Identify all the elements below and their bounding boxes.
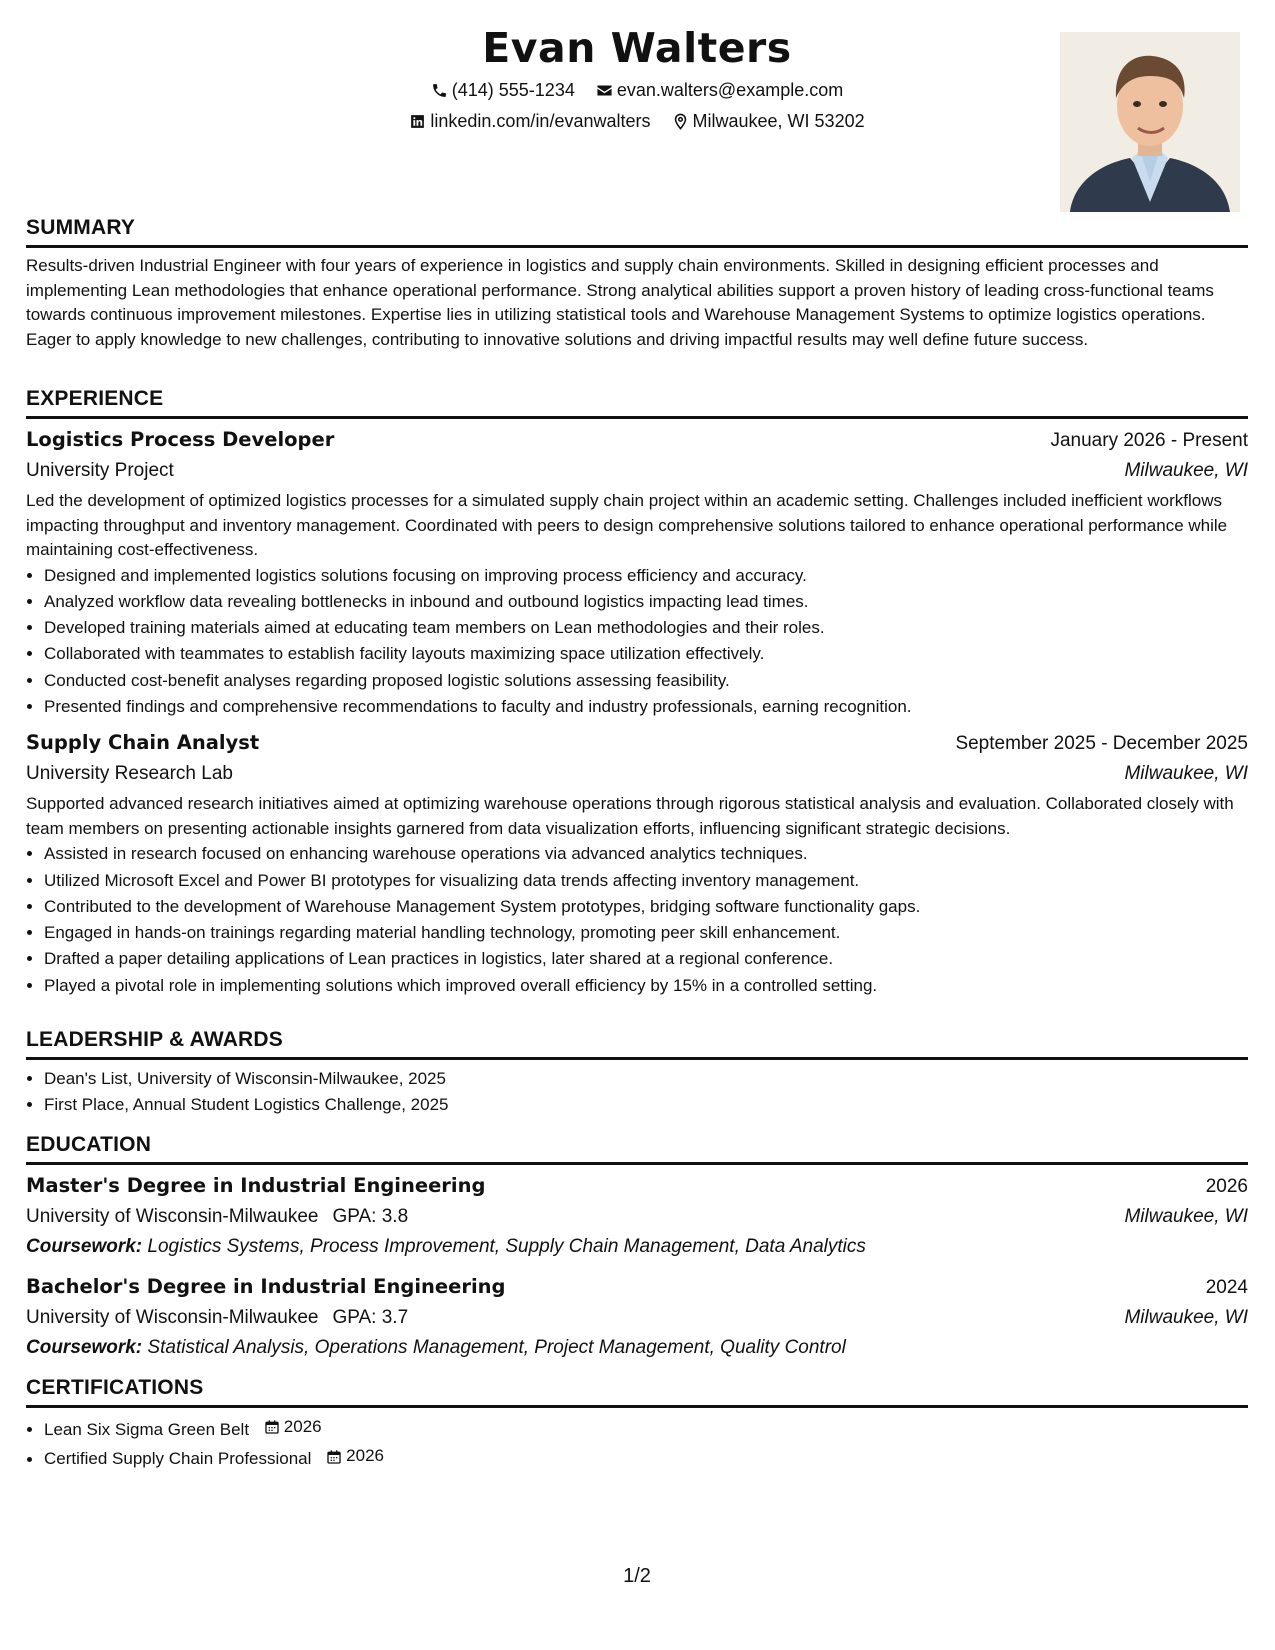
certifications-heading: CERTIFICATIONS xyxy=(26,1376,1248,1408)
job-description: Led the development of optimized logistics processes for a simulated supply chain project within an academic setting. Challenges included inefficient workflows impacting throughput and inventory management. Coordinated with peers to design comprehensive solutions tailored to enhance operational performance while maintaining cost-effectiveness. xyxy=(26,491,1228,559)
certifications-section xyxy=(26,1376,1248,1473)
coursework-line xyxy=(26,1232,1248,1262)
school-info xyxy=(26,1303,408,1333)
bullet-item: • Presented findings and comprehensive recommendations to faculty and industry professionals, earning recognition. xyxy=(44,694,1248,720)
location-text: Milwaukee, WI 53202 xyxy=(692,111,865,131)
job-location: Milwaukee, WI xyxy=(1124,460,1248,481)
coursework-list: Logistics Systems, Process Improvement, Supply Chain Management, Data Analytics xyxy=(147,1236,866,1257)
school-name: University of Wisconsin-Milwaukee xyxy=(26,1307,319,1328)
linkedin-text: linkedin.com/in/evanwalters xyxy=(430,111,651,131)
contact-email[interactable] xyxy=(596,80,843,101)
contact-location xyxy=(672,111,865,132)
job-org-row xyxy=(26,456,1248,486)
school-row xyxy=(26,1202,1248,1232)
degree-row xyxy=(26,1171,1248,1202)
summary-section xyxy=(26,216,1248,352)
certification-date xyxy=(326,1443,384,1469)
profile-photo-image xyxy=(1060,32,1240,212)
bullet-item: • Drafted a paper detailing applications of Lean practices in logistics, later shared at a regional conference. xyxy=(44,946,1248,972)
degree-title: Master's Degree in Industrial Engineering xyxy=(26,1174,486,1197)
gpa-value: GPA: 3.8 xyxy=(332,1206,409,1227)
certification-name: Certified Supply Chain Professional xyxy=(44,1449,312,1469)
candidate-name: Evan Walters xyxy=(482,24,792,72)
bullet-item: • Designed and implemented logistics solutions focusing on improving process efficiency and accuracy. xyxy=(44,563,1248,589)
job-description: Supported advanced research initiatives aimed at optimizing warehouse operations through rigorous statistical analysis and evaluation. Collaborated closely with team members on presenting actionable insights garnered from data visualization efforts, influencing significant strategic decisions. xyxy=(26,794,1234,838)
certification-name: Lean Six Sigma Green Belt xyxy=(44,1420,250,1440)
coursework-line xyxy=(26,1333,1248,1363)
calendar-icon xyxy=(264,1419,280,1435)
award-item: • First Place, Annual Student Logistics Challenge, 2025 xyxy=(44,1092,1248,1118)
email-text: evan.walters@example.com xyxy=(616,80,844,100)
calendar-icon xyxy=(326,1449,342,1465)
bullet-item: • Utilized Microsoft Excel and Power BI prototypes for visualizing data trends affecting inventory management. xyxy=(44,868,1248,894)
coursework-label: Coursework: xyxy=(26,1236,143,1257)
school-row xyxy=(26,1303,1248,1333)
job-org: University Project xyxy=(26,460,174,481)
job-bullets xyxy=(26,563,1248,721)
job-location: Milwaukee, WI xyxy=(1124,763,1248,785)
bullet-item: • Assisted in research focused on enhancing warehouse operations via advanced analytics techniques. xyxy=(44,841,1248,867)
phone-icon xyxy=(431,82,448,99)
page-number: 1/2 xyxy=(623,1565,651,1587)
school-info xyxy=(26,1202,408,1232)
job-dates: January 2026 - Present xyxy=(1050,430,1248,451)
leadership-heading: LEADERSHIP & AWARDS xyxy=(26,1028,1248,1060)
summary-text: Results-driven Industrial Engineer with four years of experience in logistics and supply chain environments. Skilled in designing efficient processes and implementing Lean methodologies that enhance operational performance. Strong analytical abilities support a proven history of leading cross-functional teams towards continuous improvement milestones. Expertise lies in utilizing statistical tools and Warehouse Management Systems to optimize logistics operations. Eager to apply knowledge to new challenges, contributing to innovative solutions and driving impactful results may well define future success. xyxy=(26,256,1214,349)
contact-phone[interactable] xyxy=(431,80,575,101)
job-bullets xyxy=(26,841,1248,999)
certification-year: 2026 xyxy=(346,1446,384,1466)
contact-linkedin[interactable] xyxy=(409,111,650,132)
job-title: Supply Chain Analyst xyxy=(26,731,260,755)
school-name: University of Wisconsin-Milwaukee xyxy=(26,1206,319,1227)
certification-item xyxy=(44,1414,1248,1443)
education-section xyxy=(26,1133,1248,1363)
job-entry xyxy=(26,728,1248,999)
job-header-row xyxy=(26,425,1248,456)
education-entry xyxy=(26,1171,1248,1262)
job-title: Logistics Process Developer xyxy=(26,428,335,451)
certification-item xyxy=(44,1443,1248,1472)
coursework-label: Coursework: xyxy=(26,1337,143,1358)
bullet-item: • Contributed to the development of Warehouse Management System prototypes, bridging software functionality gaps. xyxy=(44,894,1248,920)
school-location: Milwaukee, WI xyxy=(1124,1307,1248,1328)
bullet-item: • Engaged in hands-on trainings regarding material handling technology, promoting peer skill enhancement. xyxy=(44,920,1248,946)
linkedin-icon xyxy=(409,113,426,130)
degree-year: 2026 xyxy=(1205,1176,1248,1197)
coursework-list: Statistical Analysis, Operations Management, Project Management, Quality Control xyxy=(147,1337,846,1358)
certification-year: 2026 xyxy=(283,1417,322,1436)
bullet-item: • Developed training materials aimed at educating team members on Lean methodologies and their roles. xyxy=(44,615,1248,641)
leadership-list xyxy=(26,1066,1248,1119)
experience-section xyxy=(26,387,1248,999)
school-location: Milwaukee, WI xyxy=(1124,1206,1248,1227)
resume-page xyxy=(26,0,1248,1650)
education-entry xyxy=(26,1272,1248,1363)
job-entry xyxy=(26,425,1248,720)
resume-header xyxy=(26,20,1248,220)
job-org-row xyxy=(26,759,1248,789)
degree-title: Bachelor's Degree in Industrial Engineering xyxy=(26,1275,506,1298)
job-dates: September 2025 - December 2025 xyxy=(955,733,1248,755)
job-header-row xyxy=(26,728,1248,759)
job-org: University Research Lab xyxy=(26,763,233,785)
bullet-item: • Conducted cost-benefit analyses regarding proposed logistic solutions assessing feasibility. xyxy=(44,668,1248,694)
phone-text: (414) 555-1234 xyxy=(451,80,575,100)
profile-photo xyxy=(1060,32,1240,212)
bullet-item: • Collaborated with teammates to establish facility layouts maximizing space utilization effectively. xyxy=(44,641,1248,667)
leadership-section xyxy=(26,1028,1248,1119)
degree-row xyxy=(26,1272,1248,1303)
degree-year: 2024 xyxy=(1205,1277,1248,1298)
certifications-list xyxy=(26,1414,1248,1473)
gpa-value: GPA: 3.7 xyxy=(332,1307,409,1328)
bullet-item: • Played a pivotal role in implementing solutions which improved overall efficiency by 15% in a controlled setting. xyxy=(44,973,1248,999)
certification-date xyxy=(264,1414,322,1440)
summary-heading: SUMMARY xyxy=(26,216,1248,248)
award-item: • Dean's List, University of Wisconsin-Milwaukee, 2025 xyxy=(44,1066,1248,1092)
education-heading: EDUCATION xyxy=(26,1133,1248,1165)
experience-heading: EXPERIENCE xyxy=(26,387,1248,419)
bullet-item: • Analyzed workflow data revealing bottlenecks in inbound and outbound logistics impacting lead times. xyxy=(44,589,1248,615)
envelope-icon xyxy=(596,82,613,99)
map-pin-icon xyxy=(672,113,689,130)
